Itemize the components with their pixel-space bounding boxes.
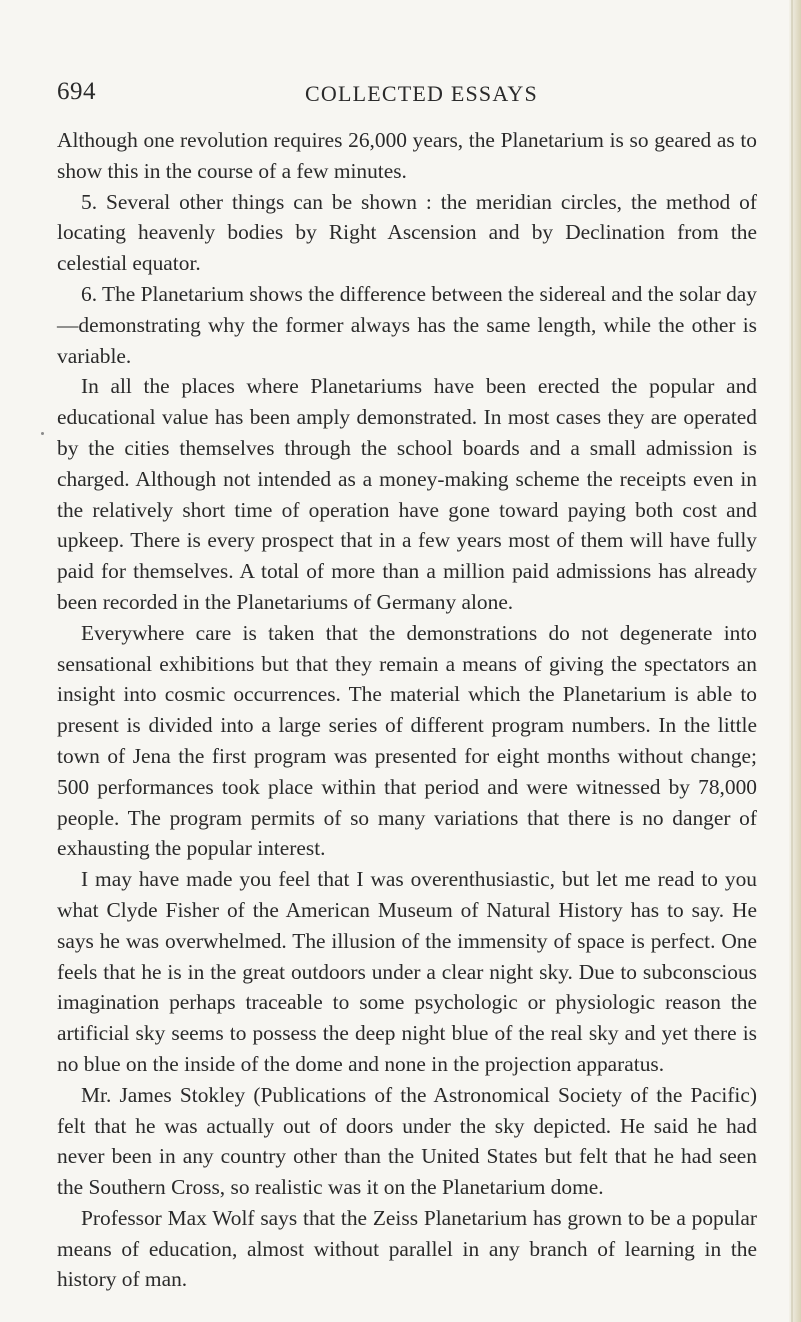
body-text — [57, 125, 757, 1295]
paragraph: 6. The Planetarium shows the difference between the sidereal and the solar day—demonstrating why the former always has the same length, while the other is variable. — [57, 281, 757, 368]
paragraph: Mr. James Stokley (Publications of the Astronomical Society of the Pacific) felt that he was actually out of doors under the sky depicted. He said he had never been in any country other than the United States but felt that he had seen the Southern Cross, so realistic was it on the Planetarium dome. — [57, 1082, 757, 1200]
paragraph: Although one revolution requires 26,000 years, the Planetarium is so geared as to show this in the course of a few minutes. — [57, 128, 757, 183]
page-header — [57, 78, 757, 108]
paragraph: I may have made you feel that I was overenthusiastic, but let me read to you what Clyde Fisher of the American Museum of Natural History has to say. He says he was overwhelmed. The illusion of the immensity of space is perfect. One feels that he is in the great outdoors under a clear night sky. Due to subconscious imagination perhaps traceable to some psychologic or physiologic reason the artificial sky seems to possess the deep night blue of the real sky and yet there is no blue on the inside of the dome and none in the projection apparatus. — [57, 867, 757, 1076]
paragraph: Everywhere care is taken that the demonstrations do not degenerate into sensational exhibitions but that they remain a means of giving the spectators an insight into cosmic occurrences. The material which the Planetarium is able to present is divided into a large series of different program numbers. In the little town of Jena the first program was presented for eight months without change; 500 performances took place within that period and were witnessed by 78,000 people. The program permits of so many variations that there is no danger of exhausting the popular interest. — [57, 620, 757, 861]
running-head: COLLECTED ESSAYS — [305, 81, 538, 106]
margin-mark — [41, 432, 44, 435]
page-edge-shadow — [791, 0, 793, 1322]
paragraph: In all the places where Planetariums have been erected the popular and educational value has been amply demonstrated. In most cases they are operated by the cities themselves through the school boards and a small admission is charged. Although not intended as a money-making scheme the receipts even in the relatively short time of operation have gone toward paying both cost and upkeep. There is every prospect that in a few years most of them will have fully paid for themselves. A total of more than a million paid admissions has already been recorded in the Planetariums of Germany alone. — [57, 374, 757, 614]
paragraph: 5. Several other things can be shown : the meridian circles, the method of locating heavenly bodies by Right Ascension and by Declination from the celestial equator. — [57, 189, 757, 276]
page-number: 694 — [57, 78, 96, 105]
paragraph: Professor Max Wolf says that the Zeiss Planetarium has grown to be a popular means of education, almost without parallel in any branch of learning in the history of man. — [57, 1205, 757, 1292]
